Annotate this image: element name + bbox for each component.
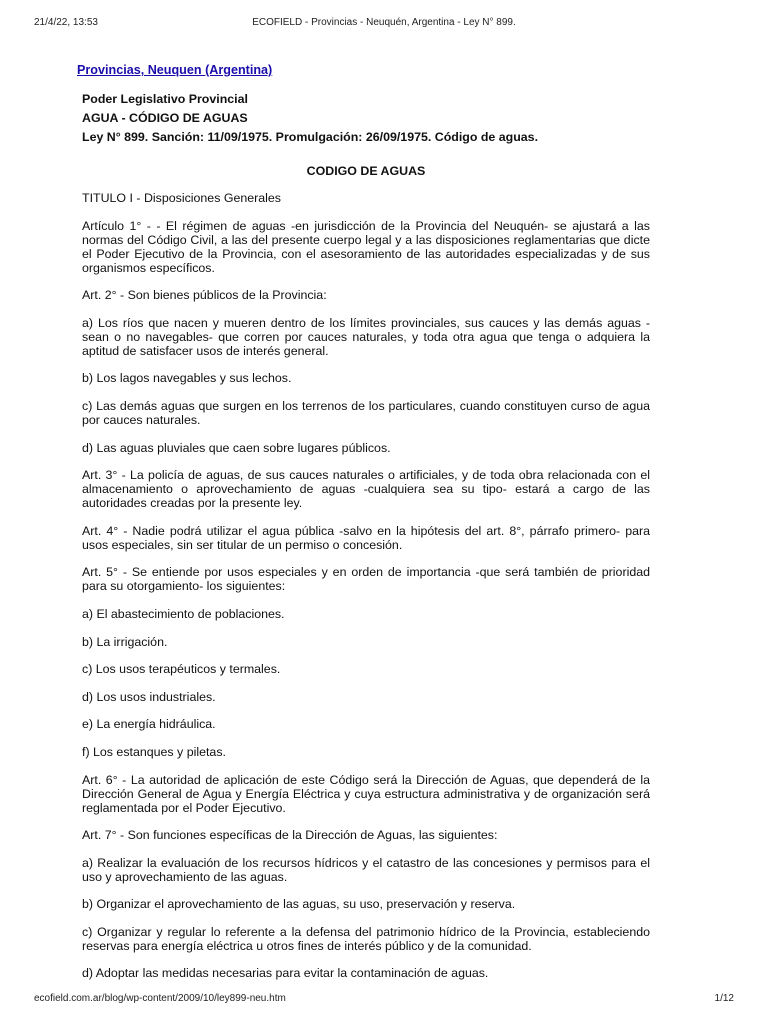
breadcrumb-link[interactable]: Provincias, Neuquen (Argentina) <box>77 63 273 77</box>
document-body <box>82 92 650 994</box>
article-paragraph: b) La irrigación. <box>82 634 168 649</box>
print-page-number: 1/12 <box>714 993 734 1004</box>
article-paragraph: Art. 6° - La autoridad de aplicación de este Código será la Dirección de Aguas, que dependerá de la Dirección General de Agua y Energía Eléctrica y cuya estructura administrativa y de organización será reglamentada por el Poder Ejecutivo. <box>82 772 650 815</box>
article-paragraph: e) La energía hidráulica. <box>82 717 216 732</box>
article-paragraph: b) Los lagos navegables y sus lechos. <box>82 371 292 386</box>
article-paragraph: d) Adoptar las medidas necesarias para evitar la contaminación de aguas. <box>82 966 489 981</box>
print-url: ecofield.com.ar/blog/wp-content/2009/10/ley899-neu.htm <box>34 993 286 1004</box>
subject-heading: AGUA - CÓDIGO DE AGUAS <box>82 111 248 125</box>
article-paragraph: c) Los usos terapéuticos y termales. <box>82 662 281 677</box>
article-list <box>82 191 650 980</box>
article-paragraph: b) Organizar el aprovechamiento de las aguas, su uso, preservación y reserva. <box>82 897 516 912</box>
law-heading: Ley N° 899. Sanción: 11/09/1975. Promulgación: 26/09/1975. Código de aguas. <box>82 130 539 144</box>
article-paragraph: Art. 5° - Se entiende por usos especiales y en orden de importancia -que será también de prioridad para su otorgamiento- los siguientes: <box>82 565 650 594</box>
print-footer <box>34 993 734 1007</box>
title-heading: TITULO I - Disposiciones Generales <box>82 191 282 205</box>
print-header <box>34 17 734 31</box>
article-paragraph: c) Organizar y regular lo referente a la defensa del patrimonio hídrico de la Provincia, estableciendo reservas para energía eléctrica u otros fines de interés público y de la comunidad. <box>82 924 650 953</box>
article-paragraph: d) Los usos industriales. <box>82 689 216 704</box>
print-date: 21/4/22, 13:53 <box>34 17 98 28</box>
legislature-heading: Poder Legislativo Provincial <box>82 92 248 106</box>
article-paragraph: a) Los ríos que nacen y mueren dentro de los límites provinciales, sus cauces y las demás aguas -sean o no navegables- que corren por cauces naturales, y toda otra agua que tenga o adquiera la aptitud de satisfacer usos de interés general. <box>82 315 650 358</box>
article-paragraph: Art. 4° - Nadie podrá utilizar el agua pública -salvo en la hipótesis del art. 8°, párrafo primero- para usos especiales, sin ser titular de un permiso o concesión. <box>82 523 650 552</box>
article-paragraph: a) Realizar la evaluación de los recursos hídricos y el catastro de las concesiones y permisos para el uso y aprovechamiento de las aguas. <box>82 855 650 884</box>
article-paragraph: Art. 2° - Son bienes públicos de la Provincia: <box>82 288 327 303</box>
article-paragraph: d) Las aguas pluviales que caen sobre lugares públicos. <box>82 440 391 455</box>
article-paragraph: Artículo 1° - - El régimen de aguas -en jurisdicción de la Provincia del Neuquén- se ajustará a las normas del Código Civil, a las del presente cuerpo legal y a las disposiciones reglamentarias que dicte el Poder Ejecutivo de la Provincia, con el asesoramiento de las autoridades especializadas y de sus organismos específicos. <box>82 218 650 275</box>
article-paragraph: Art. 7° - Son funciones específicas de la Dirección de Aguas, las siguientes: <box>82 828 498 843</box>
article-paragraph: Art. 3° - La policía de aguas, de sus cauces naturales o artificiales, y de toda obra relacionada con el almacenamiento o aprovechamiento de aguas -cualquiera sea su tipo- estará a cargo de las autoridades creadas por la presente ley. <box>82 468 650 511</box>
print-page-title: ECOFIELD - Provincias - Neuquén, Argentina - Ley N° 899. <box>252 17 516 28</box>
code-title: CODIGO DE AGUAS <box>306 164 426 178</box>
article-paragraph: f) Los estanques y piletas. <box>82 744 226 759</box>
article-paragraph: a) El abastecimiento de poblaciones. <box>82 606 285 621</box>
article-paragraph: c) Las demás aguas que surgen en los terrenos de los particulares, cuando constituyen curso de agua por cauces naturales. <box>82 398 650 427</box>
